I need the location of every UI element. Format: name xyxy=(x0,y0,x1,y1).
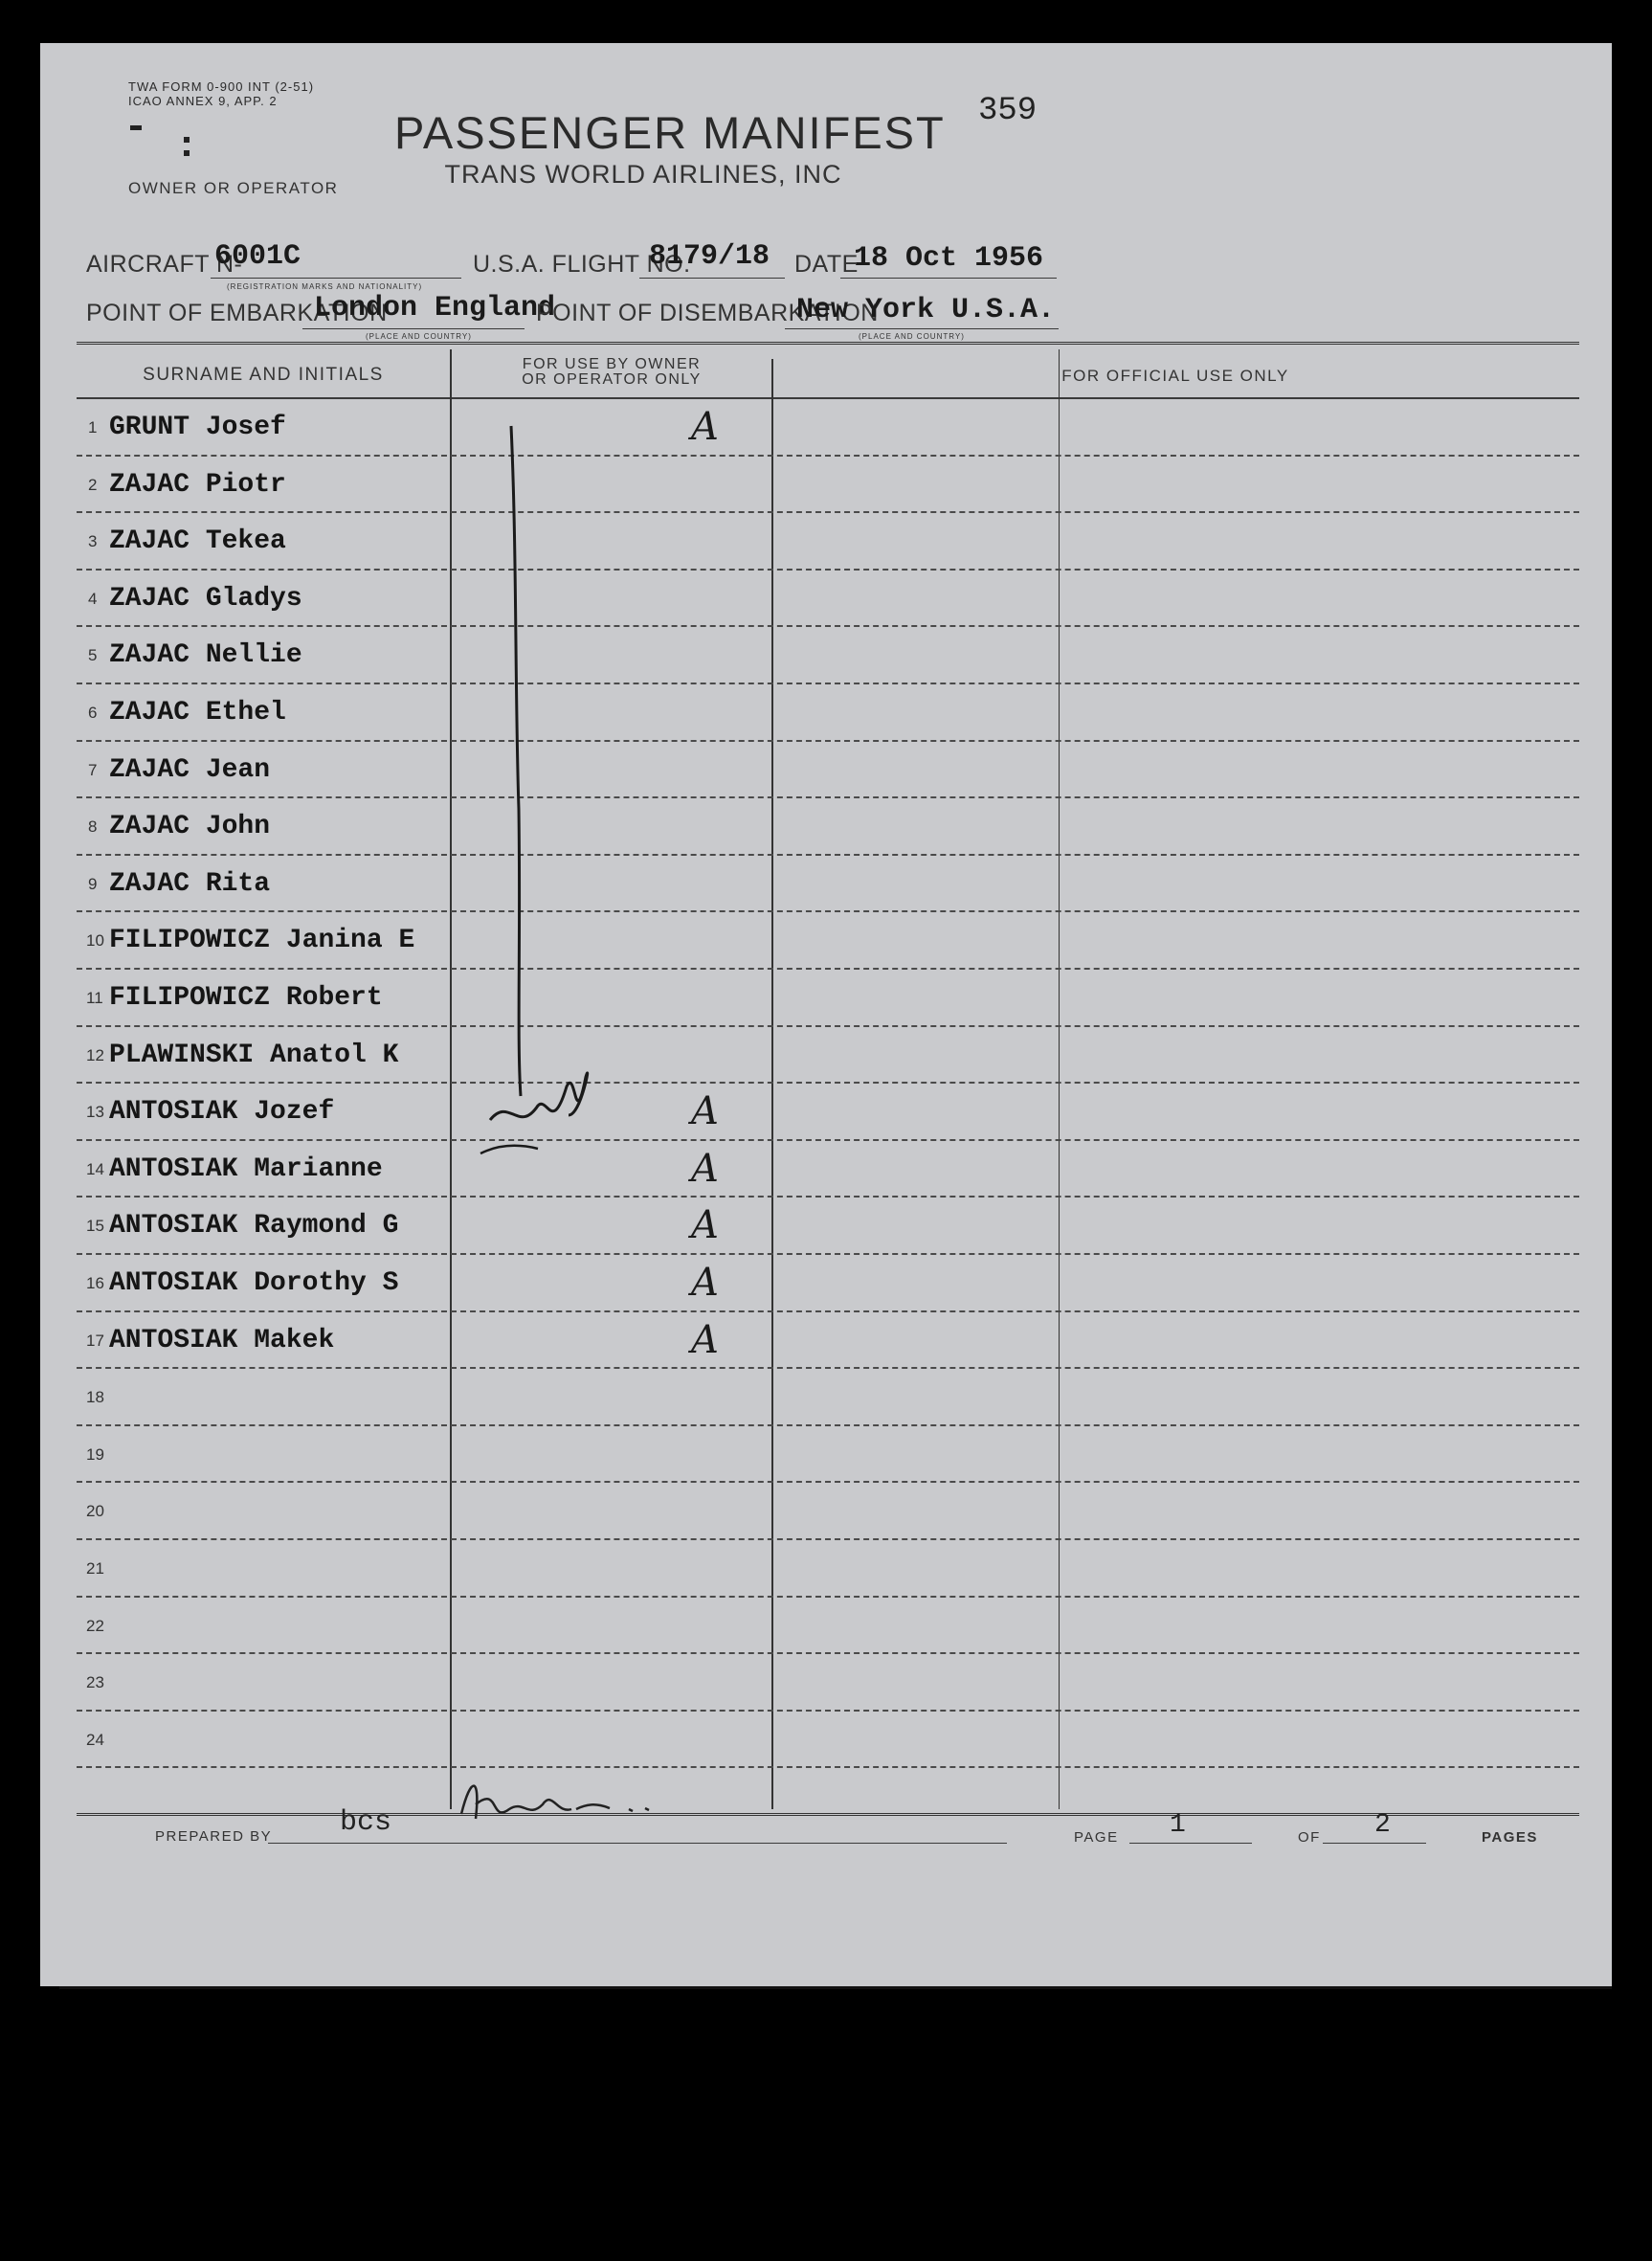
passenger-surname: ANTOSIAK xyxy=(109,1211,238,1242)
owner-mark: A xyxy=(691,1317,719,1362)
table-row xyxy=(109,1268,398,1298)
passenger-given-name: Robert xyxy=(285,983,383,1013)
table-row xyxy=(109,1041,398,1070)
row-divider xyxy=(77,1710,1579,1712)
table-row xyxy=(109,413,286,442)
passenger-surname: FILIPOWICZ xyxy=(109,926,271,956)
passenger-given-name: Janina E xyxy=(285,926,415,956)
row-number: 22 xyxy=(86,1616,104,1635)
owner-mark: A xyxy=(691,1146,719,1191)
flight-date: 18 Oct 1956 xyxy=(854,242,1044,275)
row-divider xyxy=(77,1652,1579,1654)
date-label: DATE xyxy=(794,251,859,278)
ditto-mark-line xyxy=(461,407,634,1230)
passenger-surname: FILIPOWICZ xyxy=(109,983,271,1013)
form-annex: ICAO ANNEX 9, APP. 2 xyxy=(128,94,278,108)
row-divider xyxy=(77,796,1579,798)
passenger-surname: ANTOSIAK xyxy=(109,1153,238,1184)
passenger-given-name: John xyxy=(205,812,271,842)
disembarkation-hint: (PLACE AND COUNTRY) xyxy=(859,332,965,341)
table-row xyxy=(109,584,302,614)
row-divider xyxy=(77,1082,1579,1084)
row-number: 20 xyxy=(86,1502,104,1521)
row-number: 6 xyxy=(88,704,98,722)
manifest-sheet xyxy=(40,43,1612,1986)
flight-label: U.S.A. FLIGHT NO. xyxy=(473,251,691,278)
row-number: 19 xyxy=(86,1444,104,1464)
row-divider xyxy=(77,1481,1579,1483)
passenger-surname: ZAJAC xyxy=(109,469,190,500)
table-row xyxy=(109,926,414,955)
table-row xyxy=(109,526,286,556)
passenger-given-name: Rita xyxy=(205,868,271,899)
disembarkation-place: New York U.S.A. xyxy=(796,294,1056,326)
row-number: 13 xyxy=(86,1103,104,1122)
prepared-by-value: bcs xyxy=(340,1806,392,1839)
row-divider xyxy=(77,1196,1579,1198)
passenger-surname: ZAJAC xyxy=(109,868,190,899)
col-surname-header: SURNAME AND INITIALS xyxy=(143,365,384,385)
col-owner-header-line2: OR OPERATOR ONLY xyxy=(522,371,702,388)
owner-mark: A xyxy=(691,1261,719,1305)
passenger-surname: PLAWINSKI xyxy=(109,1040,255,1070)
row-number: 8 xyxy=(88,817,98,837)
row-divider xyxy=(77,569,1579,571)
row-divider xyxy=(77,1253,1579,1255)
table-row xyxy=(109,1211,398,1241)
passenger-surname: ZAJAC xyxy=(109,583,190,614)
passenger-surname: ANTOSIAK xyxy=(109,1097,238,1128)
owner-mark: A xyxy=(691,1089,719,1134)
row-divider xyxy=(77,740,1579,742)
pages-label: PAGES xyxy=(1482,1829,1538,1846)
passenger-given-name: Anatol K xyxy=(270,1040,399,1070)
row-divider xyxy=(77,1025,1579,1027)
airline-name: TRANS WORLD AIRLINES, INC xyxy=(444,160,842,189)
form-code: TWA FORM 0-900 INT (2-51) xyxy=(128,79,315,94)
row-number: 3 xyxy=(88,532,98,551)
passenger-given-name: Dorothy S xyxy=(254,1268,399,1298)
passenger-given-name: Ethel xyxy=(205,698,286,728)
passenger-surname: ZAJAC xyxy=(109,640,190,671)
aircraft-number: 6001C xyxy=(214,240,301,273)
passenger-given-name: Piotr xyxy=(205,469,286,500)
col-owner-header xyxy=(452,357,771,388)
passenger-given-name: Jean xyxy=(205,754,271,785)
passenger-given-name: Tekea xyxy=(205,526,286,557)
ink-mark xyxy=(130,125,142,130)
table-row xyxy=(109,812,270,841)
row-number: 15 xyxy=(86,1217,104,1236)
embarkation-place: London England xyxy=(314,292,556,325)
row-divider xyxy=(77,968,1579,970)
owner-mark: A xyxy=(691,1203,719,1248)
row-divider xyxy=(77,511,1579,513)
passenger-given-name: Gladys xyxy=(205,583,302,614)
col-official-header: FOR OFFICIAL USE ONLY xyxy=(1061,367,1289,385)
row-number: 11 xyxy=(86,989,103,1007)
disembarkation-label: POINT OF DISEMBARKATION xyxy=(536,300,879,326)
passenger-surname: ANTOSIAK xyxy=(109,1268,238,1298)
row-divider xyxy=(77,1424,1579,1426)
ink-mark xyxy=(184,150,190,156)
table-row xyxy=(109,640,302,670)
row-divider xyxy=(77,683,1579,684)
passenger-surname: ZAJAC xyxy=(109,812,190,842)
table-row xyxy=(109,869,270,899)
aircraft-hint: (REGISTRATION MARKS AND NATIONALITY) xyxy=(227,282,423,291)
prepared-by-label: PREPARED BY xyxy=(155,1828,273,1845)
manifest-title: PASSENGER MANIFEST xyxy=(394,107,946,158)
aircraft-label: AIRCRAFT N- xyxy=(86,251,243,278)
row-divider xyxy=(77,1310,1579,1312)
row-divider xyxy=(77,854,1579,856)
page-stamp: 359 xyxy=(978,93,1038,129)
row-number: 23 xyxy=(86,1673,104,1692)
flight-number: 8179/18 xyxy=(649,240,770,273)
row-divider xyxy=(77,1367,1579,1369)
passenger-surname: ZAJAC xyxy=(109,754,190,785)
table-row xyxy=(109,1326,334,1355)
page-label: PAGE xyxy=(1074,1829,1119,1846)
row-number: 5 xyxy=(88,646,98,665)
passenger-given-name: Jozef xyxy=(254,1097,335,1128)
col-owner-header-line1: FOR USE BY OWNER xyxy=(522,356,702,372)
sheet-shadow xyxy=(59,1986,1612,1989)
table-row xyxy=(109,1154,383,1184)
passenger-surname: ZAJAC xyxy=(109,698,190,728)
row-number: 17 xyxy=(86,1331,104,1350)
table-row xyxy=(109,755,270,785)
row-divider xyxy=(77,1139,1579,1141)
row-number: 9 xyxy=(88,874,98,893)
row-number: 14 xyxy=(86,1159,104,1178)
row-divider xyxy=(77,1538,1579,1540)
owner-mark: A xyxy=(691,405,719,449)
passenger-surname: ZAJAC xyxy=(109,526,190,557)
row-number: 4 xyxy=(88,589,98,608)
table-row xyxy=(109,470,286,500)
passenger-given-name: Raymond G xyxy=(254,1211,399,1242)
signature xyxy=(442,1766,662,1838)
row-divider xyxy=(77,1596,1579,1598)
table-row xyxy=(109,983,383,1013)
passenger-given-name: Marianne xyxy=(254,1153,383,1184)
row-divider xyxy=(77,1766,1579,1768)
row-number: 16 xyxy=(86,1274,104,1292)
row-number: 2 xyxy=(88,475,98,494)
row-number: 1 xyxy=(88,418,98,437)
table-row xyxy=(109,1097,334,1127)
row-divider xyxy=(77,625,1579,627)
passenger-surname: GRUNT xyxy=(109,413,190,442)
row-number: 21 xyxy=(86,1559,104,1578)
passenger-given-name: Josef xyxy=(205,413,286,442)
row-divider xyxy=(77,455,1579,457)
page-total: 2 xyxy=(1374,1810,1391,1840)
owner-operator-label: OWNER OR OPERATOR xyxy=(128,179,339,197)
embarkation-hint: (PLACE AND COUNTRY) xyxy=(366,332,472,341)
of-label: OF xyxy=(1298,1829,1321,1846)
page-number: 1 xyxy=(1170,1810,1186,1840)
passenger-given-name: Makek xyxy=(254,1325,335,1355)
passenger-surname: ANTOSIAK xyxy=(109,1325,238,1355)
passenger-given-name: Nellie xyxy=(205,640,302,671)
row-number: 12 xyxy=(86,1045,104,1064)
ink-mark xyxy=(184,137,190,143)
row-number: 24 xyxy=(86,1730,104,1749)
row-number: 10 xyxy=(86,931,104,951)
embarkation-label: POINT OF EMBARKATION xyxy=(86,300,388,326)
row-divider xyxy=(77,910,1579,912)
table-row xyxy=(109,698,286,728)
row-number: 7 xyxy=(88,760,98,779)
row-number: 18 xyxy=(86,1388,104,1407)
